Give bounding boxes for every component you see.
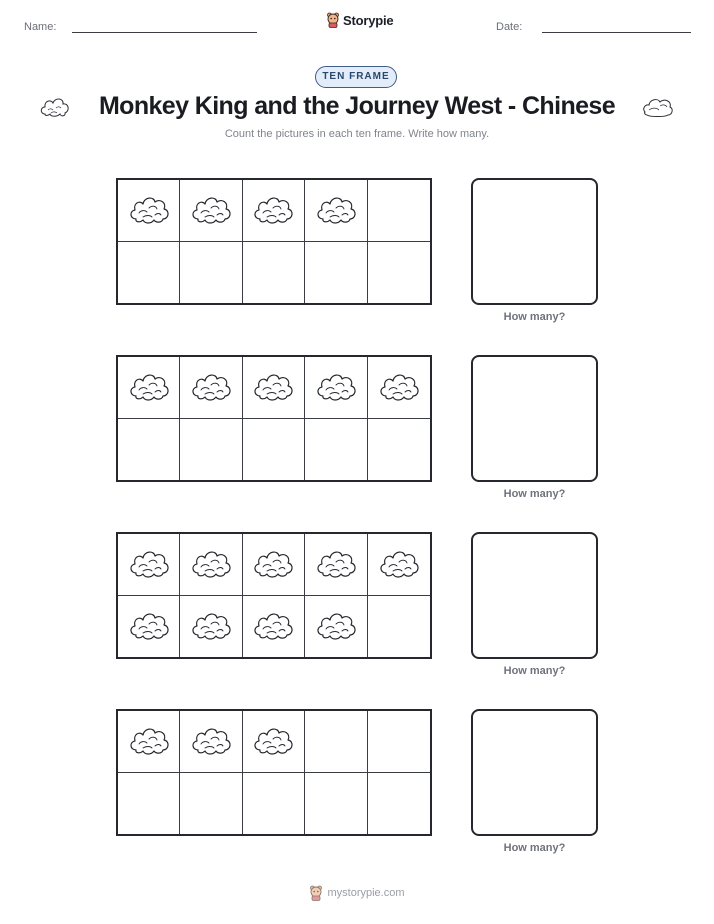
footer-url: mystorypie.com	[327, 887, 405, 899]
answer-box[interactable]	[471, 355, 598, 482]
cloud-icon	[189, 365, 233, 410]
cloud-icon	[127, 719, 171, 764]
ten-frame	[116, 709, 432, 836]
how-many-label: How many?	[503, 488, 566, 500]
problem-3	[0, 532, 714, 692]
ten-frame-cell	[243, 357, 305, 419]
cloud-icon	[189, 188, 233, 233]
ten-frame-cell	[118, 180, 180, 242]
name-label: Name:	[24, 21, 57, 33]
ten-frame-cell	[243, 711, 305, 773]
ten-frame-cell	[180, 180, 242, 242]
ten-frame	[116, 178, 432, 305]
cloud-icon	[127, 365, 171, 410]
ten-frame-cell	[118, 773, 180, 835]
ten-frame-cell	[243, 180, 305, 242]
cloud-icon	[251, 719, 295, 764]
problem-1	[0, 178, 714, 338]
page-title: Monkey King and the Journey West - Chinese	[98, 92, 616, 120]
cloud-icon	[189, 719, 233, 764]
cloud-icon	[641, 95, 675, 124]
brand-logo	[326, 12, 393, 28]
ten-frame-cell	[243, 419, 305, 481]
ten-frame-cell	[243, 242, 305, 304]
ten-frame-cell	[180, 419, 242, 481]
brand-name: Storypie	[343, 12, 394, 28]
ten-frame-cell	[305, 242, 367, 304]
ten-frame-cell	[118, 534, 180, 596]
ten-frame-cell	[180, 242, 242, 304]
cloud-icon	[127, 188, 171, 233]
ten-frame-cell	[243, 773, 305, 835]
cloud-icon	[251, 365, 295, 410]
cloud-icon	[251, 542, 295, 587]
ten-frame-cell	[305, 596, 367, 658]
how-many-label: How many?	[503, 842, 566, 854]
ten-frame-cell	[180, 711, 242, 773]
ten-frame-cell	[305, 773, 367, 835]
cloud-icon	[251, 188, 295, 233]
ten-frame-cell	[180, 596, 242, 658]
ten-frame-cell	[305, 357, 367, 419]
cloud-icon	[39, 95, 71, 124]
date-label: Date:	[496, 21, 523, 33]
ten-frame-cell	[368, 534, 430, 596]
answer-box[interactable]	[471, 532, 598, 659]
ten-frame-cell	[243, 596, 305, 658]
ten-frame-cell	[118, 419, 180, 481]
ten-frame-cell	[118, 357, 180, 419]
ten-frame-cell	[305, 711, 367, 773]
cloud-icon	[127, 604, 171, 649]
how-many-label: How many?	[503, 311, 566, 323]
ten-frame-cell	[368, 242, 430, 304]
ten-frame	[116, 532, 432, 659]
worksheet-type-badge: TEN FRAME	[315, 66, 397, 88]
cloud-icon	[314, 604, 358, 649]
ten-frame-cell	[180, 773, 242, 835]
cloud-icon	[377, 542, 421, 587]
ten-frame-cell	[305, 180, 367, 242]
ten-frame-cell	[118, 596, 180, 658]
ten-frame-cell	[368, 419, 430, 481]
cloud-icon	[127, 542, 171, 587]
cloud-icon	[314, 542, 358, 587]
answer-box[interactable]	[471, 178, 598, 305]
cloud-icon	[314, 365, 358, 410]
ten-frame-cell	[368, 180, 430, 242]
how-many-label: How many?	[503, 665, 566, 677]
ten-frame-cell	[305, 534, 367, 596]
answer-box[interactable]	[471, 709, 598, 836]
name-write-line[interactable]	[72, 32, 257, 33]
ten-frame-cell	[368, 596, 430, 658]
ten-frame-cell	[118, 242, 180, 304]
ten-frame-cell	[180, 534, 242, 596]
ten-frame	[116, 355, 432, 482]
cloud-icon	[314, 188, 358, 233]
cloud-icon	[189, 604, 233, 649]
date-write-line[interactable]	[542, 32, 691, 33]
cloud-icon	[377, 365, 421, 410]
instructions: Count the pictures in each ten frame. Write how many.	[224, 128, 490, 140]
ten-frame-cell	[180, 357, 242, 419]
storypie-mascot-icon	[326, 12, 340, 28]
ten-frame-cell	[368, 773, 430, 835]
ten-frame-cell	[118, 711, 180, 773]
ten-frame-cell	[243, 534, 305, 596]
problem-2	[0, 355, 714, 515]
cloud-icon	[189, 542, 233, 587]
cloud-icon	[251, 604, 295, 649]
ten-frame-cell	[368, 357, 430, 419]
footer	[0, 885, 714, 901]
ten-frame-cell	[305, 419, 367, 481]
storypie-mascot-icon	[309, 885, 323, 901]
worksheet-header	[0, 0, 714, 50]
ten-frame-cell	[368, 711, 430, 773]
problem-4	[0, 709, 714, 869]
